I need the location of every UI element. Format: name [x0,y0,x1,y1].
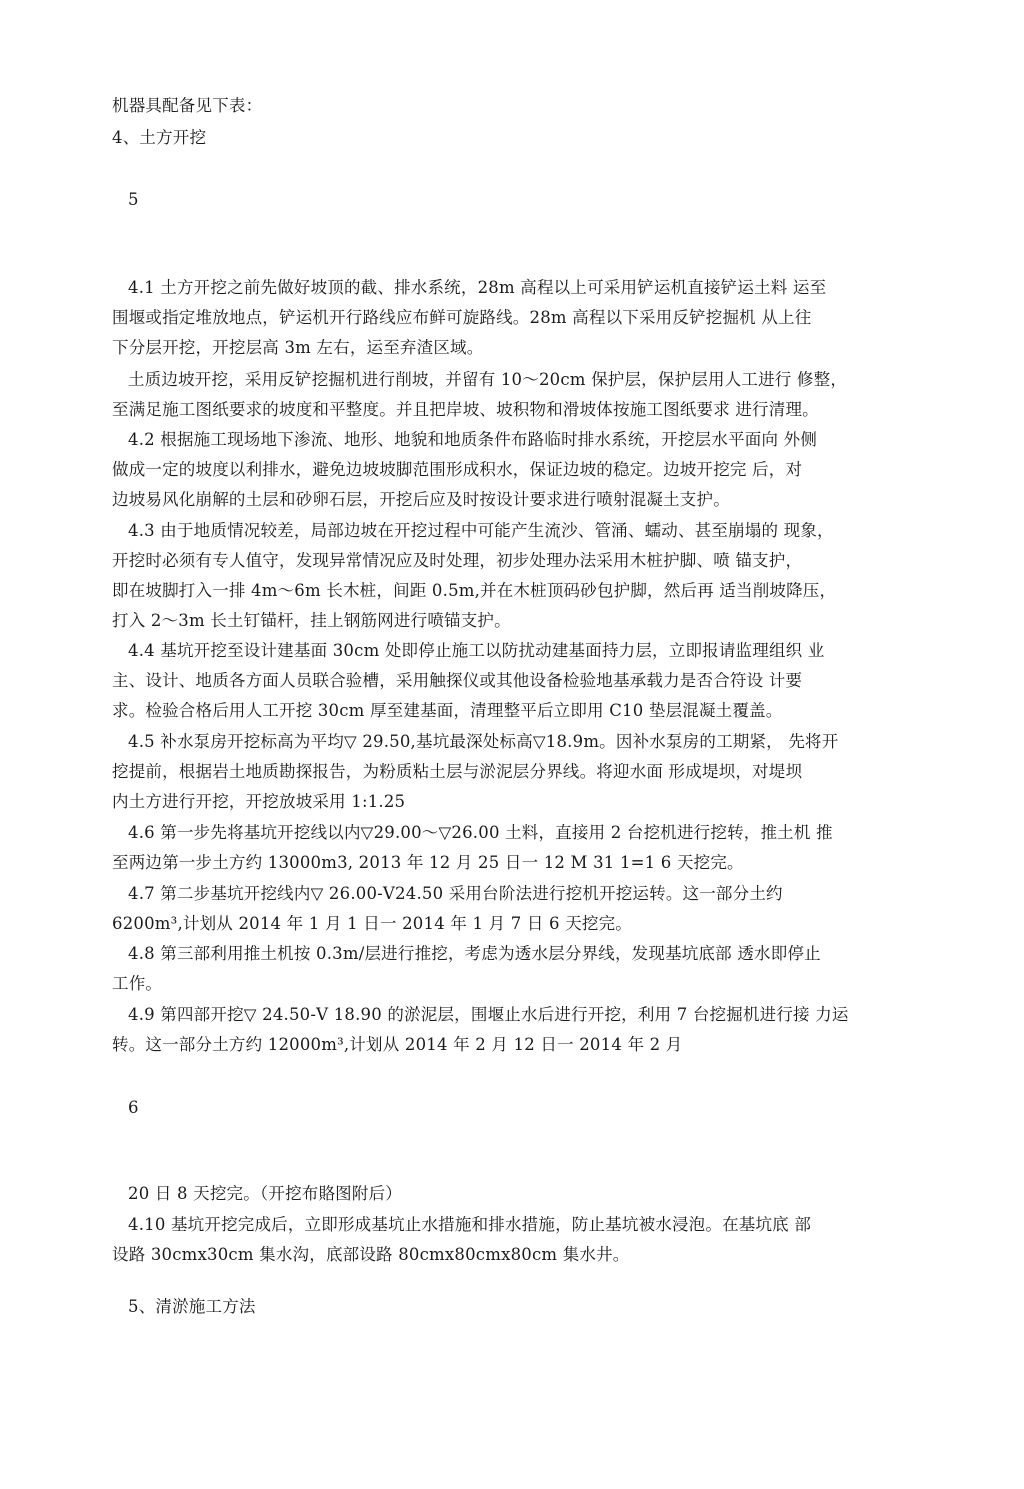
paragraph-line: 4.7 第二步基坑开挖线内▽ 26.00-V24.50 采用台阶法进行挖机开挖运转。这一部分土约 [128,884,783,903]
paragraph-line: 设路 30cmx30cm 集水沟，底部设路 80cmx80cmx80cm 集水井。 [112,1245,630,1264]
paragraph-line: 4.5 补水泵房开挖标高为平均▽ 29.50,基坑最深处标高▽18.9m。因补水泵房的工期紧， 先将开 [128,732,839,751]
paragraph-line: 至两边第一步土方约 13000m3, 2013 年 12 月 25 日一 12 M 31 1=1 6 天挖完。 [112,853,744,872]
intro-text: 机器具配备见下表： [112,96,263,115]
paragraph-line: 土质边坡开挖，采用反铲挖掘机进行削坡，并留有 10～20cm 保护层，保护层用人工进行 修整， [128,370,848,389]
paragraph-line: 下分层开挖，开挖层高 3m 左右，运至弃渣区域。 [112,338,484,357]
paragraph-line: 做成一定的坡度以利排水，避免边坡坡脚范围形成积水，保证边坡的稳定。边坡开挖完 后，对 [112,460,803,479]
section-heading: 4、土方开挖 [112,128,207,147]
paragraph-line: 4.9 第四部开挖▽ 24.50-V 18.90 的淤泥层，围堰止水后进行开挖，利用 7 台挖掘机进行接 力运 [128,1005,849,1024]
section-heading: 5、清淤施工方法 [128,1297,256,1316]
paragraph-line: 内土方进行开挖，开挖放坡采用 1:1.25 [112,792,406,811]
paragraph-line: 围堰或指定堆放地点，铲运机开行路线应布鲜可旋路线。28m 高程以下采用反铲挖掘机 从上往 [112,308,812,327]
paragraph-line: 打入 2～3m 长土钉锚杆，挂上钢筋网进行喷锚支护。 [112,611,511,630]
paragraph-line: 4.6 第一步先将基坑开挖线以内▽29.00～▽26.00 土料，直接用 2 台挖机进行挖转，推土机 推 [128,823,833,842]
paragraph-line: 4.3 由于地质情况较差，局部边坡在开挖过程中可能产生流沙、管涌、蠕动、甚至崩塌的 现象， [128,521,834,540]
paragraph-line: 开挖时必须有专人值守，发现异常情况应及时处理，初步处理办法采用木桩护脚、喷 锚支护， [112,551,803,570]
paragraph-line: 6200m³,计划从 2014 年 1 月 1 日一 2014 年 1 月 7 日 6 天挖完。 [112,914,632,933]
paragraph-line: 工作。 [112,974,163,993]
paragraph-line: 即在坡脚打入一排 4m～6m 长木桩，间距 0.5m,并在木桩顶码砂包护脚，然后再 适当削坡降压， [112,581,837,600]
paragraph-line: 4.10 基坑开挖完成后，立即形成基坑止水措施和排水措施，防止基坑被水浸泡。在基坑底 部 [128,1215,812,1234]
paragraph-line: 转。这一部分土方约 12000m³,计划从 2014 年 2 月 12 日一 2014 年 2 月 [112,1035,683,1054]
paragraph-line: 主、设计、地质各方面人员联合验槽，采用触探仪或其他设备检验地基承载力是否合符设 计要 [112,671,803,690]
paragraph-line: 求。检验合格后用人工开挖 30cm 厚至建基面，清理整平后立即用 C10 垫层混凝土覆盖。 [112,701,783,720]
paragraph-line: 4.1 土方开挖之前先做好坡顶的截、排水系统，28m 高程以上可采用铲运机直接铲运土料 运至 [128,278,827,297]
paragraph-line: 20 日 8 天挖完。（开挖布賂图附后） [128,1184,402,1203]
paragraph-line: 4.4 基坑开挖至设计建基面 30cm 处即停止施工以防扰动建基面持力层，立即报请监理组织 业 [128,641,825,660]
paragraph-line: 至满足施工图纸要求的坡度和平整度。并且把岸坡、坡积物和滑坡体按施工图纸要求 进行清理。 [112,400,819,419]
paragraph-line: 4.8 第三部利用推土机按 0.3m/层进行推挖，考虑为透水层分界线，发现基坑底部 透水即停止 [128,944,821,963]
paragraph-line: 4.2 根据施工现场地下渗流、地形、地貌和地质条件布路临时排水系统，开挖层水平面向 外侧 [128,430,818,449]
paragraph-line: 边坡易风化崩解的土层和砂卵石层，开挖后应及时按设计要求进行喷射混凝土支护。 [112,490,730,509]
page-number: 5 [128,190,139,209]
paragraph-line: 挖提前，根据岩土地质勘探报告，为粉质粘土层与淤泥层分界线。将迎水面 形成堤坝，对堤坝 [112,762,803,781]
page-number: 6 [128,1098,139,1117]
